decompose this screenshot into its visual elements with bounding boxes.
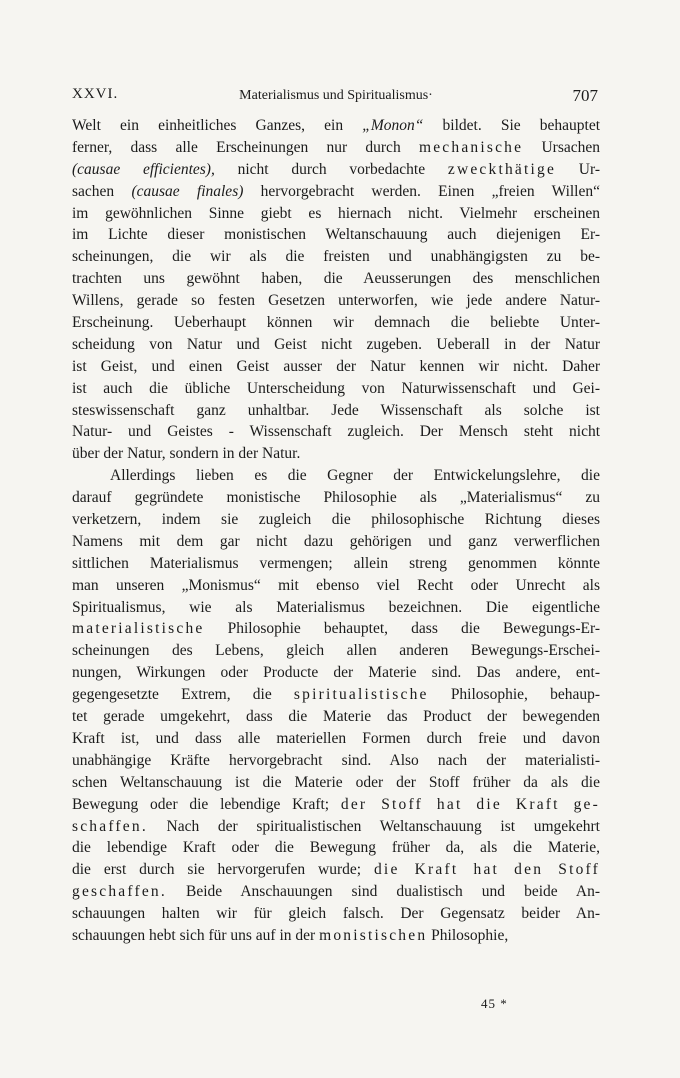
text-segment: ist Geist, und einen Geist ausser der Natur kennen wir nicht. Daher — [72, 357, 600, 375]
text-line — [72, 290, 600, 312]
text-segment: im Lichte dieser monistischen Weltanschauung auch diejenigen Er- — [72, 226, 600, 244]
text-segment: darauf gegründete monistische Philosophie als „Materialismus“ zu — [72, 489, 600, 507]
text-line — [72, 816, 600, 838]
text-segment: steswissenschaft ganz unhaltbar. Jede Wissenschaft als solche ist — [72, 401, 600, 419]
text-segment: Beide Anschauungen sind dualistisch und beide An- — [166, 883, 600, 901]
text-segment: ist auch die übliche Unterscheidung von Naturwissenschaft und Gei- — [72, 379, 600, 397]
text-line — [72, 224, 600, 246]
text-segment: Philosophie, behaup- — [428, 686, 600, 704]
signature-mark: 45 * — [481, 996, 508, 1011]
text-segment: man unseren „Monismus“ mit ebenso viel Recht oder Unrecht als — [72, 576, 600, 594]
text-line — [72, 925, 600, 947]
text-line — [72, 334, 600, 356]
text-line — [72, 400, 600, 422]
text-line — [72, 837, 600, 859]
text-segment: nicht durch vorbedachte — [214, 160, 448, 178]
spaced-emphasis: die Kraft hat den Stoff — [373, 861, 600, 879]
text-segment: Welt ein einheitliches Ganzes, ein — [72, 117, 363, 134]
text-segment: Natur- und Geistes - Wissenschaft zugleich. Der Mensch steht nicht — [72, 423, 600, 441]
text-segment: verketzern, indem sie zugleich die philosophische Richtung dieses — [72, 511, 600, 529]
page-number: 707 — [572, 86, 598, 105]
spaced-emphasis: schaffen. — [72, 817, 148, 835]
spaced-emphasis: monistischen — [319, 926, 428, 944]
italic-text: (causae efficientes), — [72, 160, 215, 178]
text-segment: schauungen hebt sich für uns auf in der — [72, 926, 320, 944]
text-line — [72, 750, 600, 772]
text-segment: sachen — [72, 182, 132, 200]
text-line — [72, 640, 600, 662]
text-line — [72, 487, 600, 509]
text-line — [72, 465, 600, 487]
text-line — [72, 772, 600, 794]
text-line — [72, 115, 600, 137]
text-segment: schen Weltanschauung ist die Materie oder der Stoff früher da als die — [72, 773, 600, 791]
text-segment: hervorgebracht werden. Einen „freien Willen“ — [243, 182, 601, 200]
text-line — [72, 181, 600, 203]
text-segment: Allerdings lieben es die Gegner der Entwickelungslehre, die — [110, 467, 600, 485]
running-header — [72, 86, 600, 110]
chapter-number: XXVI. — [72, 86, 119, 102]
text-segment: Erscheinung. Ueberhaupt können wir demnach die beliebte Unter- — [72, 314, 600, 332]
text-segment: scheinungen des Lebens, gleich allen anderen Bewegungs-Erschei- — [72, 642, 600, 660]
text-segment: bildet. Sie behauptet — [423, 117, 601, 134]
text-line — [72, 881, 600, 903]
text-line — [72, 662, 600, 684]
text-line — [72, 794, 600, 816]
text-segment: ferner, dass alle Erscheinungen nur durch — [72, 138, 419, 156]
text-segment: Kraft ist, und dass alle materiellen Formen durch freie und davon — [72, 729, 600, 747]
body-text — [72, 115, 600, 947]
spaced-emphasis: der Stoff hat die Kraft ge- — [340, 795, 600, 813]
text-segment: schauungen halten wir für gleich falsch. Der Gegensatz beider An- — [72, 905, 600, 923]
text-segment: Namens mit dem gar nicht dazu gehörigen und ganz verwerflichen — [72, 532, 600, 550]
text-segment: Philosophie behauptet, dass die Bewegungs-Er- — [204, 620, 600, 638]
text-segment: sittlichen Materialismus vermengen; allein streng genommen könnte — [72, 554, 600, 572]
paragraph — [72, 115, 600, 465]
text-line — [72, 137, 600, 159]
text-segment: tet gerade umgekehrt, dass die Materie das Product der bewegenden — [72, 708, 600, 726]
text-line — [72, 421, 600, 443]
text-segment: trachten uns gewöhnt haben, die Aeusserungen des menschlichen — [72, 270, 600, 288]
text-segment: scheidung von Natur und Geist nicht zugeben. Ueberall in der Natur — [72, 335, 600, 353]
paragraph — [72, 465, 600, 947]
text-segment: die lebendige Kraft oder die Bewegung früher da, als die Materie, — [72, 839, 600, 857]
text-line — [72, 268, 600, 290]
text-line — [72, 597, 600, 619]
text-segment: Willens, gerade so festen Gesetzen unterworfen, wie jede andere Natur- — [72, 292, 600, 310]
text-line — [72, 618, 600, 640]
text-segment: die erst durch sie hervorgerufen wurde; — [72, 861, 374, 879]
text-segment: Philosophie, — [427, 926, 509, 944]
text-line — [72, 246, 600, 268]
spaced-emphasis: zweckthätige — [447, 160, 557, 178]
running-title: Materialismus und Spiritualismus· — [239, 88, 433, 103]
spaced-emphasis: geschaffen. — [72, 883, 167, 901]
italic-text: (causae finales) — [131, 182, 244, 200]
text-line — [72, 159, 600, 181]
text-line — [72, 356, 600, 378]
text-segment: scheinungen, die wir als die freisten und unabhängigsten zu be- — [72, 248, 600, 266]
spaced-emphasis: materialistische — [72, 620, 205, 638]
text-segment: Nach der spiritualistischen Weltanschauung ist umgekehrt — [147, 817, 600, 835]
text-line — [72, 203, 600, 225]
text-line — [72, 859, 600, 881]
text-line — [72, 903, 600, 925]
text-line — [72, 378, 600, 400]
spaced-emphasis: mechanische — [418, 138, 524, 156]
text-segment: nungen, Wirkungen oder Producte der Materie sind. Das andere, ent- — [72, 664, 600, 682]
text-segment: Spiritualismus, wie als Materialismus bezeichnen. Die eigentliche — [72, 598, 600, 616]
text-segment: Ur- — [556, 160, 600, 178]
text-segment: gegengesetzte Extrem, die — [72, 686, 294, 704]
text-line — [72, 531, 600, 553]
text-line — [72, 728, 600, 750]
text-line — [72, 509, 600, 531]
text-segment: Bewegung oder die lebendige Kraft; — [72, 795, 341, 813]
text-line — [72, 443, 600, 465]
text-segment: unabhängige Kräfte hervorgebracht sind. Also nach der materialisti- — [72, 751, 600, 769]
text-line — [72, 575, 600, 597]
text-line — [72, 706, 600, 728]
text-segment: im gewöhnlichen Sinne giebt es hiernach nicht. Vielmehr erscheinen — [72, 204, 600, 222]
text-segment: über der Natur, sondern in der Natur. — [72, 445, 301, 463]
text-segment: Ursachen — [523, 138, 601, 156]
text-line — [72, 553, 600, 575]
italic-text: „Monon“ — [362, 117, 424, 134]
text-line — [72, 312, 600, 334]
spaced-emphasis: spiritualistische — [293, 686, 429, 704]
text-line — [72, 684, 600, 706]
